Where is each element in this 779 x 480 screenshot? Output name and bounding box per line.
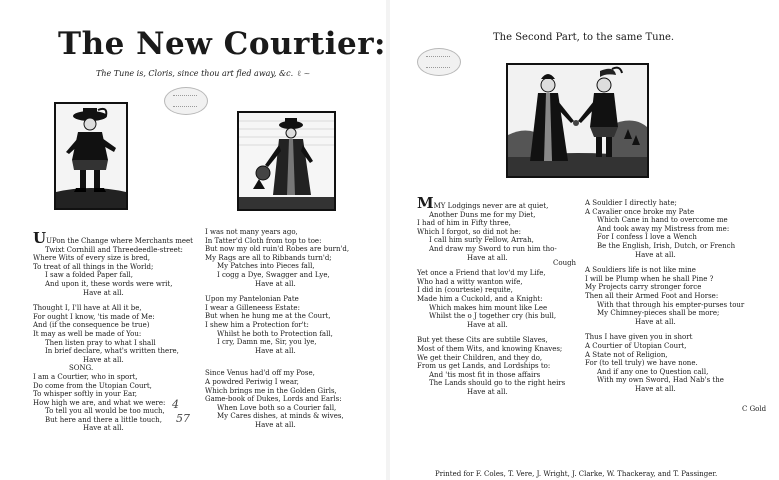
margin-note: 4 <box>172 398 179 411</box>
verse-line: I was not many years ago, <box>205 228 298 236</box>
verse-line: Then listen pray to what I shall <box>45 338 156 347</box>
verse-line: I am a Courtier, who in sport, <box>33 372 138 381</box>
verse-line: With that through his empter-purses tour <box>597 300 745 309</box>
verse-line: My Projects carry stronger force <box>585 283 702 292</box>
refrain: Have at all. <box>255 420 296 429</box>
verse-line: For I confess I love a Wench <box>597 233 697 242</box>
ballad-title: The New Courtier: <box>58 26 386 62</box>
verse-line: And if any one to Question call, <box>597 367 709 376</box>
verse-line: Thought I, I'll have at All it be, <box>33 304 142 313</box>
verse-line: Do come from the Utopian Court, <box>33 381 152 390</box>
verse-line: Game-book of Dukes, Lords and Earls: <box>205 395 342 404</box>
verse-line: For ought I know, 'tis made of Me: <box>33 312 155 321</box>
verse-line: Made him a Cuckold, and a Knight: <box>417 294 543 303</box>
verse-line: Who had a witty wanton wife, <box>417 277 523 286</box>
verse-line: For (to tell truly) we have none. <box>585 359 698 368</box>
woodcut-couple <box>506 63 649 178</box>
refrain: Have at all. <box>83 288 124 297</box>
library-stamp <box>417 48 461 76</box>
verse-line: A Cavalier once broke my Pate <box>585 207 695 216</box>
refrain: Have at all. <box>255 279 296 288</box>
verse-line: And (if the consequence be true) <box>33 321 150 330</box>
refrain: Have at all. <box>83 355 124 364</box>
woodcut-gentleman <box>237 111 336 211</box>
verse-line: But yet these Cits are subtile Slaves, <box>417 336 548 345</box>
verse-line: With my own Sword, Had Nab's the <box>597 376 724 385</box>
tune-line <box>96 69 310 78</box>
verse-line: But here and there a little touch, <box>45 415 162 424</box>
verse-line: And draw my Sword to run him tho- <box>429 244 557 253</box>
refrain: Have at all. <box>255 346 296 355</box>
second-part-title: The Second Part, to the same Tune. <box>493 32 675 43</box>
verse-line: And upon it, these words were writ, <box>45 279 173 288</box>
verse-line: In Tatter'd Cloth from top to toe: <box>205 236 322 245</box>
verse-line: A Courtier of Utopian Court, <box>585 341 687 350</box>
verse-line: To whisper softly in your Ear, <box>33 390 138 399</box>
verse-line: I did in (courtesie) requite, <box>417 286 513 295</box>
refrain: Have at all. <box>635 317 676 326</box>
refrain: Have at all. <box>635 384 676 393</box>
verse-line: How high we are, and what we were: <box>33 398 166 407</box>
verse-line: I cry, Damn me, Sir, you lye, <box>217 338 317 347</box>
verse-line: Where Wits of every size is bred, <box>33 254 150 263</box>
verse-line: A State not of Religion, <box>585 350 668 359</box>
verse-line: My Rags are all to Ribbands turn'd; <box>205 253 332 262</box>
verse-line: It may as well be made of You: <box>33 329 142 338</box>
verse-line: Which brings me in the Golden Girls, <box>205 386 337 395</box>
left-page <box>0 0 386 480</box>
verse-line: Which makes him mount like Lee <box>429 303 548 312</box>
woodcut-courtier <box>54 102 128 210</box>
side-word: C Gold <box>742 405 767 413</box>
woodcut-couple-figures <box>508 65 647 176</box>
verse-line: Since Venus had'd off my Pose, <box>205 369 315 378</box>
verse-line: I had of him in Fifty three, <box>417 219 511 228</box>
verse-line: My Chimney-pieces shall be more; <box>597 309 720 318</box>
left-column-a <box>33 229 193 433</box>
verse-line: We get their Children, and they do, <box>417 353 543 362</box>
refrain: Have at all. <box>83 424 124 433</box>
tune-text: The Tune is, Cloris, since thou art fled away, &c. <box>96 69 294 78</box>
verse-line: The Lands should go to the right heirs <box>429 379 566 388</box>
verse-line: To tell you all would be too much, <box>45 407 165 416</box>
verse-line: I wear a Gilleneess Estate: <box>205 303 300 312</box>
song-heading: SONG. <box>69 364 94 373</box>
woodcut-gentleman-figure <box>239 113 334 209</box>
verse-line: When Love both so a Courier fall, <box>217 403 337 412</box>
refrain: Have at all. <box>635 250 676 259</box>
verse-line: Whilst the o J together cry (his bull, <box>429 312 557 321</box>
woodcut-courtier-figure <box>56 104 126 208</box>
verse-line: Then all their Armed Foot and Horse: <box>585 291 719 300</box>
verse-line: I saw a folded Paper fall, <box>45 271 133 280</box>
verse-line: Which Cane in hand to overcome me <box>597 216 728 225</box>
verse-line: Whilst he both to Protection fall, <box>217 329 333 338</box>
side-word: Cough <box>553 259 577 267</box>
verse-line: My Cares dishes, at minds & wives, <box>217 412 344 421</box>
left-column-b <box>205 228 349 429</box>
refrain: Have at all. <box>467 387 508 396</box>
refrain: Have at all. <box>467 253 508 262</box>
verse-line: I call him surly Fellow, Arrah, <box>429 236 534 245</box>
right-column-b <box>585 199 744 393</box>
verse-line: From us get Lands, and Lordships to: <box>417 362 551 371</box>
verse-line: Upon my Pantelonian Pate <box>205 295 299 304</box>
verse-line: A powdred Periwig I wear, <box>205 377 299 386</box>
verse-line: But now my old ruin'd Robes are burn'd, <box>205 245 350 254</box>
verse-line: Thus I have given you in short <box>585 333 693 342</box>
verse-line: I will be Plump when he shall Pine ? <box>585 274 714 283</box>
library-stamp <box>164 87 208 115</box>
verse-line: MMY Lodgings never are at quiet, <box>417 194 549 212</box>
verse-line: And took away my Mistress from me: <box>597 224 730 233</box>
margin-note: 57 <box>176 412 190 425</box>
verse-line: My Patches into Pieces fall, <box>217 262 315 271</box>
verse-line: A Souldier I directly hate; <box>585 199 677 207</box>
verse-line: In brief declare, what's written there, <box>45 347 179 356</box>
verse-line: A Souldiers life is not like mine <box>585 266 696 275</box>
tune-scrawl: ℓ ~ <box>297 69 311 78</box>
printer-imprint: Printed for F. Coles, T. Vere, J. Wright, J. Clarke, W. Thackeray, and T. Passinger. <box>435 470 718 478</box>
verse-line: Which I forgot, so did not he: <box>417 227 521 236</box>
verse-line: I cogg a Dye, Swagger and Lye, <box>217 270 330 279</box>
verse-line: But when he hung me at the Court, <box>205 312 331 321</box>
verse-line: Be the English, Irish, Dutch, or French <box>597 241 736 250</box>
right-page <box>390 0 779 480</box>
verse-line: UUPon the Change where Merchants meet <box>33 229 193 247</box>
verse-line: Yet once a Friend that lov'd my Life, <box>417 269 546 278</box>
verse-line: Another Duns me for my Diet, <box>429 210 536 219</box>
verse-line: To treat of all things in the World; <box>33 262 154 271</box>
verse-line: I shew him a Protection for't: <box>205 320 309 329</box>
right-column-a <box>417 194 566 396</box>
verse-line: And 'tis most fit in those affairs <box>429 370 541 379</box>
verse-line: Twixt Cornhill and Threedeedle-street: <box>45 245 183 254</box>
verse-line: Most of them Wits, and knowing Knaves; <box>417 344 563 353</box>
refrain: Have at all. <box>467 320 508 329</box>
